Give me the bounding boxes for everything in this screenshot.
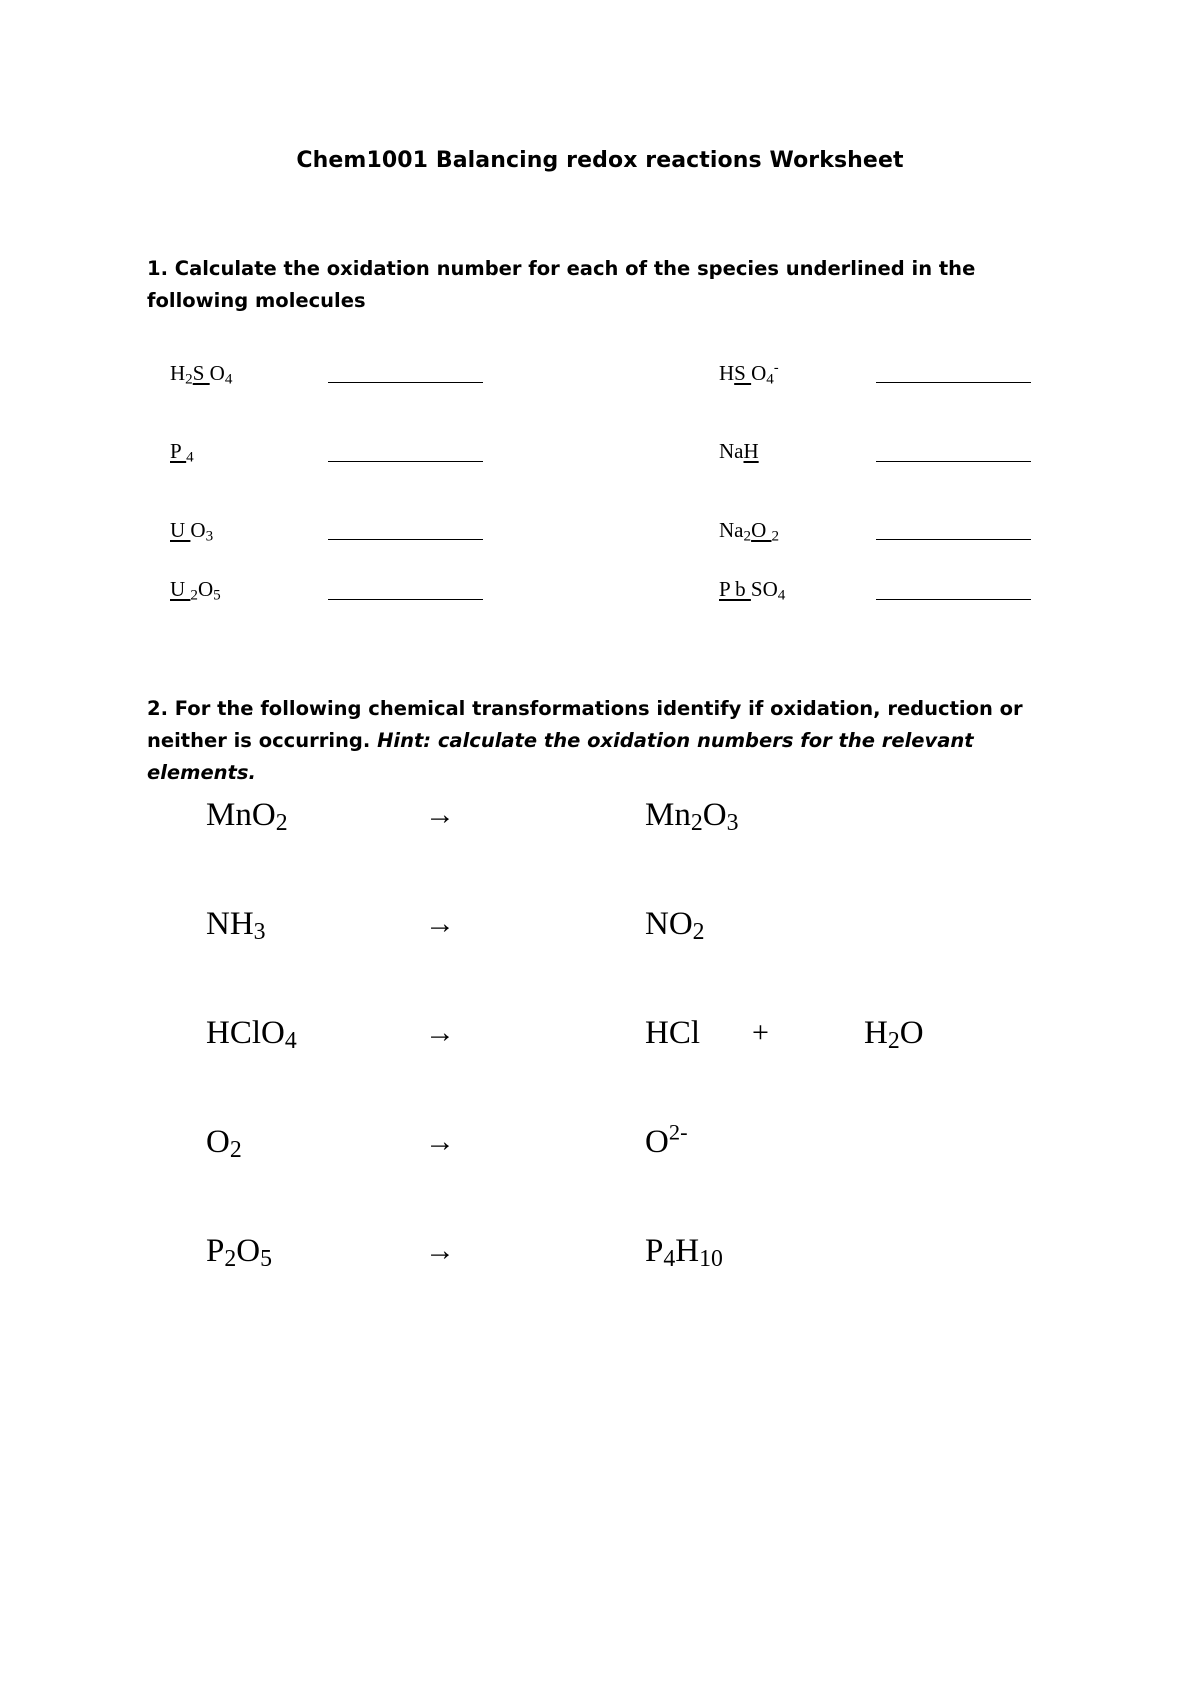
arrow-icon: → — [425, 907, 455, 940]
reactant-hclo4: HClO$_4$ — [206, 1015, 297, 1055]
product-no2: $NO_2$ — [645, 906, 705, 946]
answer-blank-3[interactable] — [328, 461, 483, 462]
arrow-icon: → — [425, 798, 455, 831]
question-1-text: 1. Calculate the oxidation number for each of the species underlined in the following molecules — [147, 257, 976, 312]
page-title: Chem1001 Balancing redox reactions Worksheet — [296, 148, 904, 173]
question-2-text: 2. For the following chemical transformations identify if oxidation, reduction or neither is occurring. — [147, 697, 1023, 752]
answer-blank-1[interactable] — [328, 382, 483, 383]
answer-blank-2[interactable] — [876, 382, 1031, 383]
answer-blank-4[interactable] — [876, 461, 1031, 462]
answer-blank-8[interactable] — [876, 599, 1031, 600]
product-h2o: $H_2O$ — [864, 1015, 924, 1055]
plus-sign: + — [752, 1016, 769, 1049]
formula-hso4-minus: HS $O_4^-$ — [719, 360, 779, 388]
product-oxide-ion: $O^{2-}$ — [645, 1119, 688, 1160]
formula-pbso4: P b $SO_4$ — [719, 577, 786, 604]
reactant-nh3: $NH_3$ — [206, 906, 266, 946]
arrow-icon: → — [425, 1016, 455, 1049]
arrow-icon: → — [425, 1234, 455, 1267]
formula-uo3: U $O_3$ — [170, 518, 214, 545]
question-1 — [147, 253, 1067, 317]
reactant-o2: $O_2$ — [206, 1124, 242, 1164]
formula-p4: P $_4$ — [170, 439, 194, 466]
arrow-icon: → — [425, 1125, 455, 1158]
formula-h2so4: $H_2S$ $O_4$ — [170, 361, 233, 388]
reactant-mno2: MnO$_2$ — [206, 797, 288, 837]
question-2-hint: Hint: calculate the oxidation numbers for the relevant elements. — [147, 729, 974, 784]
question-2 — [147, 693, 1067, 789]
formula-nah: NaH — [719, 439, 759, 463]
answer-blank-5[interactable] — [328, 539, 483, 540]
answer-blank-6[interactable] — [876, 539, 1031, 540]
answer-blank-7[interactable] — [328, 599, 483, 600]
reactant-p2o5: $P_2O_5$ — [206, 1233, 272, 1273]
formula-u2o5: U $_2O_5$ — [170, 577, 221, 604]
product-hcl: HCl — [645, 1015, 701, 1051]
product-p4h10: $P_4H_{10}$ — [645, 1233, 723, 1273]
formula-na2o2: $Na_2O$ $_2$ — [719, 518, 780, 545]
product-mn2o3: $Mn_2O_3$ — [645, 797, 739, 837]
